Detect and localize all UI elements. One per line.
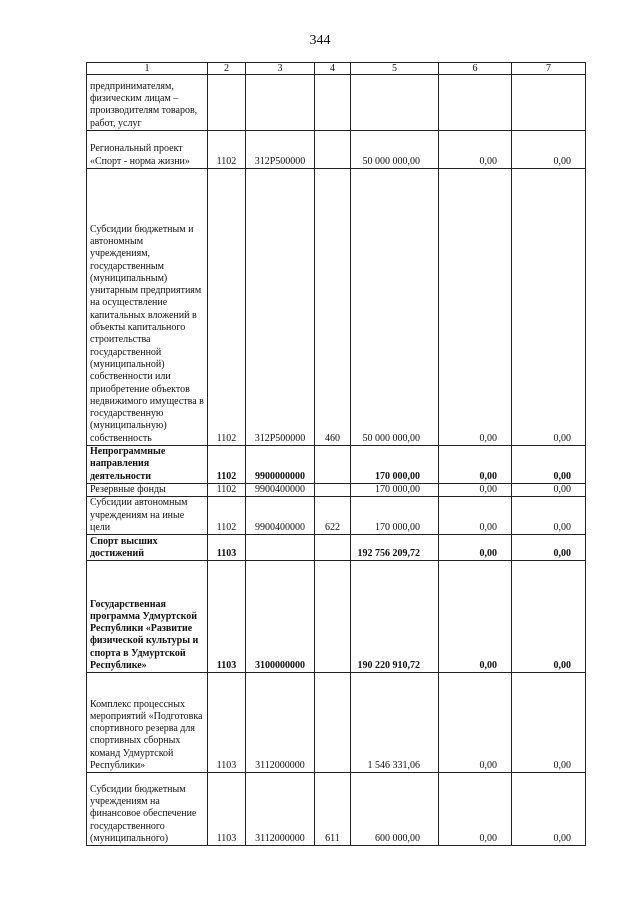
- column-number-row: [87, 63, 586, 75]
- target-code-cell: 9900400000: [246, 497, 315, 535]
- amount-cell: 1 546 331,06: [351, 673, 439, 773]
- section-code-cell: 1103: [208, 535, 246, 561]
- target-code-cell: 3112000000: [246, 773, 315, 846]
- amount-col7-cell: 0,00: [512, 131, 586, 169]
- item-name-cell: Комплекс процессных мероприятий «Подготовка спортивного резерва для спортивных сборных команд Удмуртской Республики»: [87, 673, 208, 773]
- amount-cell: 170 000,00: [351, 446, 439, 484]
- amount-cell: 170 000,00: [351, 484, 439, 497]
- section-code-cell: 1102: [208, 131, 246, 169]
- amount-col7-cell: [512, 75, 586, 131]
- amount-col7-cell: 0,00: [512, 484, 586, 497]
- table-row: [87, 131, 586, 169]
- table-body: [87, 63, 586, 846]
- table-row: [87, 446, 586, 484]
- page-number: 344: [309, 33, 331, 48]
- expense-type-cell: [315, 131, 351, 169]
- expense-type-cell: 611: [315, 773, 351, 846]
- target-code-cell: [246, 75, 315, 131]
- expense-type-cell: [315, 673, 351, 773]
- item-name-cell: Спорт высших достижений: [87, 535, 208, 561]
- expense-type-cell: 460: [315, 169, 351, 446]
- column-header: 2: [208, 63, 246, 75]
- item-name-cell: Государственная программа Удмуртской Республики «Развитие физической культуры и спорта в Удмуртской Республике»: [87, 561, 208, 673]
- target-code-cell: 312Р500000: [246, 131, 315, 169]
- column-header: 3: [246, 63, 315, 75]
- amount-col7-cell: 0,00: [512, 673, 586, 773]
- item-name-cell: Непрограммные направления деятельности: [87, 446, 208, 484]
- amount-col6-cell: 0,00: [439, 484, 512, 497]
- table-row: [87, 169, 586, 446]
- expense-type-cell: 622: [315, 497, 351, 535]
- amount-col6-cell: 0,00: [439, 561, 512, 673]
- column-header: 1: [87, 63, 208, 75]
- amount-col6-cell: 0,00: [439, 169, 512, 446]
- section-code-cell: 1103: [208, 561, 246, 673]
- target-code-cell: 9900400000: [246, 484, 315, 497]
- target-code-cell: 3112000000: [246, 673, 315, 773]
- amount-cell: 192 756 209,72: [351, 535, 439, 561]
- column-header: 6: [439, 63, 512, 75]
- amount-col7-cell: 0,00: [512, 535, 586, 561]
- section-code-cell: 1102: [208, 484, 246, 497]
- table-row: [87, 535, 586, 561]
- section-code-cell: 1102: [208, 169, 246, 446]
- table-row: [87, 497, 586, 535]
- item-name-cell: Субсидии бюджетным и автономным учреждениям, государственным (муниципальным) унитарным предприятиям на осуществление капитальных вложений в объекты капитального строительства государственной (муниципальной) собственности или приобретение объектов недвижимого имущества в государственную (муниципальную) собственность: [87, 169, 208, 446]
- amount-col7-cell: 0,00: [512, 497, 586, 535]
- section-code-cell: 1102: [208, 497, 246, 535]
- amount-cell: 190 220 910,72: [351, 561, 439, 673]
- amount-col6-cell: [439, 75, 512, 131]
- section-code-cell: 1102: [208, 446, 246, 484]
- item-name-cell: Резервные фонды: [87, 484, 208, 497]
- amount-col6-cell: 0,00: [439, 773, 512, 846]
- section-code-cell: 1103: [208, 673, 246, 773]
- item-name-cell: Региональный проект «Спорт - норма жизни»: [87, 131, 208, 169]
- target-code-cell: [246, 535, 315, 561]
- budget-table: [86, 62, 586, 846]
- amount-cell: 50 000 000,00: [351, 131, 439, 169]
- expense-type-cell: [315, 75, 351, 131]
- amount-cell: 600 000,00: [351, 773, 439, 846]
- amount-col6-cell: 0,00: [439, 131, 512, 169]
- target-code-cell: 3100000000: [246, 561, 315, 673]
- item-name-cell: предпринимателям, физическим лицам – производителям товаров, работ, услуг: [87, 75, 208, 131]
- column-header: 4: [315, 63, 351, 75]
- amount-col6-cell: 0,00: [439, 535, 512, 561]
- column-header: 7: [512, 63, 586, 75]
- table-row: [87, 75, 586, 131]
- target-code-cell: 9900000000: [246, 446, 315, 484]
- target-code-cell: 312Р500000: [246, 169, 315, 446]
- amount-col6-cell: 0,00: [439, 497, 512, 535]
- expense-type-cell: [315, 535, 351, 561]
- amount-col6-cell: 0,00: [439, 446, 512, 484]
- amount-col7-cell: 0,00: [512, 169, 586, 446]
- section-code-cell: 1103: [208, 773, 246, 846]
- section-code-cell: [208, 75, 246, 131]
- table-row: [87, 673, 586, 773]
- amount-col6-cell: 0,00: [439, 673, 512, 773]
- column-header: 5: [351, 63, 439, 75]
- table-row: [87, 561, 586, 673]
- table-row: [87, 773, 586, 846]
- item-name-cell: Субсидии автономным учреждениям на иные цели: [87, 497, 208, 535]
- amount-cell: 50 000 000,00: [351, 169, 439, 446]
- amount-col7-cell: 0,00: [512, 446, 586, 484]
- amount-col7-cell: 0,00: [512, 773, 586, 846]
- amount-cell: [351, 75, 439, 131]
- amount-col7-cell: 0,00: [512, 561, 586, 673]
- expense-type-cell: [315, 561, 351, 673]
- expense-type-cell: [315, 446, 351, 484]
- amount-cell: 170 000,00: [351, 497, 439, 535]
- table-row: [87, 484, 586, 497]
- item-name-cell: Субсидии бюджетным учреждениям на финансовое обеспечение государственного (муниципального): [87, 773, 208, 846]
- expense-type-cell: [315, 484, 351, 497]
